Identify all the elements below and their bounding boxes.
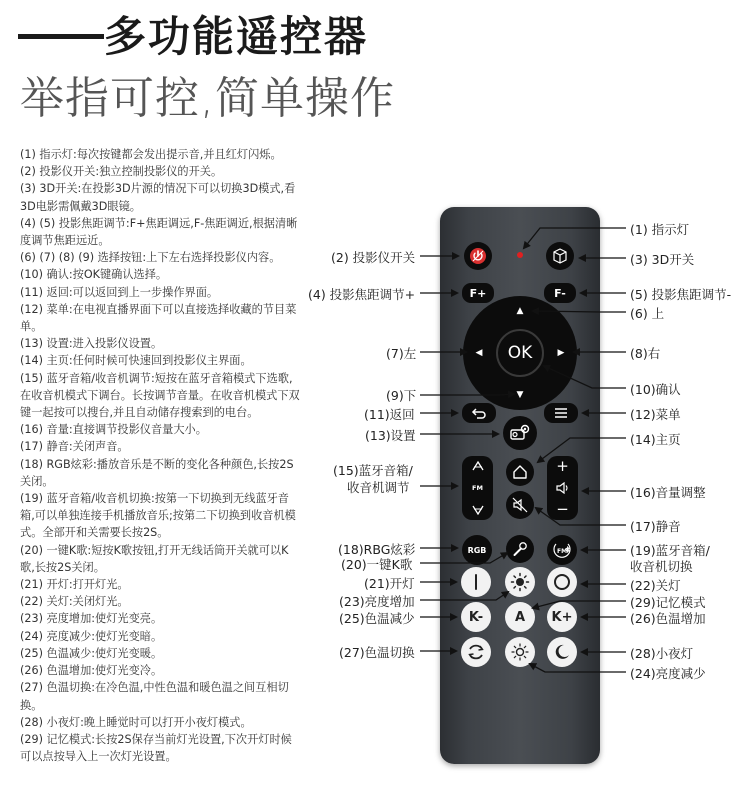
label-mute: (17)静音	[630, 519, 681, 534]
label-back: (11)返回	[364, 407, 415, 422]
desc-item: (21) 开灯:打开灯光。	[20, 578, 129, 592]
color-temp-up-button[interactable]: K+	[547, 602, 577, 632]
desc-item: (13) 设置:进入投影仪设置。	[20, 337, 163, 351]
desc-item: (19) 蓝牙音箱/收音机切换:按第一下切换到无线蓝牙音箱,可以单独连接手机播放音乐;按第二下切换到收音机模式。全部开和关需要长按2S。	[20, 492, 296, 540]
fm-label: FM	[472, 484, 483, 492]
label-up: (6) 上	[630, 306, 665, 321]
label-3d: (3) 3D开关	[630, 252, 695, 267]
desc-item: (25) 色温减少:使灯光变暖。	[20, 646, 163, 660]
label-karaoke: (20)一键K歌	[341, 557, 413, 572]
label-focus-minus: (5) 投影焦距调节-	[630, 287, 732, 302]
dpad-down-button[interactable]: ▼	[516, 390, 524, 400]
label-temp-down: (25)色温减少	[339, 611, 415, 626]
desc-item: (1) 指示灯:每次按键都会发出提示音,并且红灯闪烁。	[20, 148, 282, 161]
desc-item: (6) (7) (8) (9) 选择按钮:上下左右选择投影仪内容。	[20, 251, 281, 265]
desc-item: (18) RGB炫彩:播放音乐是不断的变化各种颜色,长按2S关闭。	[20, 457, 294, 488]
desc-item: (15) 蓝牙音箱/收音机调节:短按在蓝牙音箱模式下选歌,在收音机模式下调台。长按调节音量。在收音机模式下双键一起按可以搜台,并且自动储存搜索到的电台。	[20, 371, 300, 420]
label-light-on: (21)开灯	[364, 576, 415, 591]
label-menu: (12)菜单	[630, 407, 681, 422]
label-volume: (16)音量调整	[630, 485, 706, 500]
desc-item: (20) 一键K歌:短按K歌按钮,打开无线话筒开关就可以K歌,长按2S关闭。	[20, 543, 289, 574]
label-brightness-up: (23)亮度增加	[339, 594, 415, 609]
focus-plus-button[interactable]: F+	[462, 283, 494, 303]
label-left: (7)左	[386, 346, 417, 361]
desc-item: (29) 记忆模式:长按2S保存当前灯光设置,下次开灯时候可以点按导入上一次灯光设置。	[20, 732, 292, 764]
desc-item: (23) 亮度增加:使灯光变亮。	[20, 612, 163, 626]
desc-item: (10) 确认:按OK键确认选择。	[20, 268, 168, 282]
label-bt-switch-line1: (19)蓝牙音箱/	[630, 543, 710, 558]
desc-item: (12) 菜单:在电视直播界面下可以直接选择收藏的节目菜单。	[20, 302, 297, 334]
label-right: (8)右	[630, 346, 661, 361]
label-home: (14)主页	[630, 432, 681, 447]
desc-item: (27) 色温切换:在冷色温,中性色温和暖色温之间互相切换。	[20, 681, 289, 712]
label-memory: (29)记忆模式	[630, 595, 706, 610]
label-temp-up: (26)色温增加	[630, 611, 706, 626]
label-down: (9)下	[386, 388, 417, 403]
rgb-button[interactable]: RGB	[462, 535, 492, 565]
label-settings: (13)设置	[365, 428, 416, 443]
memory-mode-button[interactable]: A	[505, 602, 535, 632]
desc-item: (17) 静音:关闭声音。	[20, 440, 129, 454]
desc-item: (14) 主页:任何时候可快速回到投影仪主界面。	[20, 354, 252, 368]
label-bt-switch-line2: 收音机切换	[630, 559, 693, 574]
desc-item: (4) (5) 投影焦距调节:F+焦距调远,F-焦距调近,根据清晰度调节焦距远近。	[20, 216, 298, 248]
label-indicator: (1) 指示灯	[630, 222, 690, 237]
ok-button[interactable]: OK	[496, 329, 544, 377]
desc-item: (2) 投影仪开关:独立控制投影仪的开关。	[20, 165, 223, 179]
desc-item: (3) 3D开关:在投影3D片源的情况下可以切换3D模式,看3D电影需佩戴3D眼镜。	[20, 182, 296, 213]
dpad-up-button[interactable]: ▲	[516, 306, 524, 316]
label-bt-adjust-line1: (15)蓝牙音箱/	[333, 463, 413, 478]
color-temp-down-button[interactable]: K-	[461, 602, 491, 632]
dpad-left-button[interactable]: ◀	[475, 348, 483, 358]
desc-item: (24) 亮度减少:使灯光变暗。	[20, 629, 163, 643]
label-night-light: (28)小夜灯	[630, 646, 694, 661]
dpad-right-button[interactable]: ▶	[557, 348, 565, 358]
desc-item: (11) 返回:可以返回到上一步操作界面。	[20, 285, 219, 299]
label-temp-switch: (27)色温切换	[339, 645, 415, 660]
volume-up-label: +	[556, 457, 569, 475]
desc-item: (22) 关灯:关闭灯光。	[20, 595, 129, 609]
volume-down-label: −	[556, 500, 569, 518]
label-projector-power: (2) 投影仪开关	[331, 250, 416, 265]
page-title: 多功能遥控器	[104, 12, 369, 61]
desc-item: (28) 小夜灯:晚上睡觉时可以打开小夜灯模式。	[20, 715, 252, 729]
desc-item: (26) 色温增加:使灯光变冷。	[20, 664, 163, 678]
label-rgb: (18)RBG炫彩	[338, 542, 416, 557]
page-subtitle: 举指可控,简单操作	[20, 73, 395, 124]
label-light-off: (22)关灯	[630, 578, 681, 593]
label-ok: (10)确认	[630, 382, 681, 397]
label-bt-adjust-line2: 收音机调节	[347, 480, 410, 495]
label-focus-plus: (4) 投影焦距调节+	[308, 287, 416, 302]
label-brightness-down: (24)亮度减少	[630, 666, 706, 681]
svg-text:FM: FM	[557, 548, 568, 555]
focus-minus-button[interactable]: F-	[544, 283, 576, 303]
desc-item: (16) 音量:直接调节投影仪音量大小。	[20, 423, 207, 437]
